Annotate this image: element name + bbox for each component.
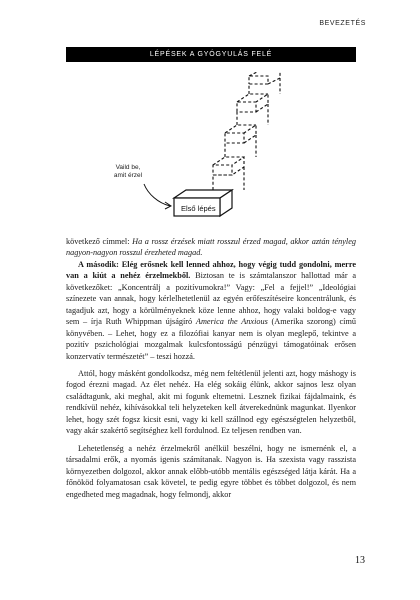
paragraph-3-text: Attól, hogy másként gondolkodsz, még nem feltétlenül jelenti azt, hogy máshogy is fogod érezni magad. Az élet nehéz. Ha elég sokáig élünk, akkor sajnos lesz olyan családtagunk, aki meghal, akit mi fogunk eltemetni. Lesznek fizikai fájdalmaink, és rendkívül nehéz, kihívásokkal teli helyzeteken kell átverekednünk magunkat. Ilyenkor lehet, hogy szét fogsz kicsit esni, vagy ki kell szállnod egy egészségtelen helyzetből, vagy akár szakértő segítséghez kell fordulnod. Ez teljesen rendben van. [66,368,356,436]
paragraph-2 [66,259,356,362]
side-label-line-2: amit érzel [113,172,143,179]
banner-title: LÉPÉSEK A GYÓGYULÁS FELÉ [149,51,273,58]
paragraph-2-italic: America the Anxious [195,317,268,327]
side-label [106,164,150,180]
body-text [66,236,356,500]
running-head: BEVEZETÉS [319,20,366,27]
side-label-line-1: Vaild be, [115,164,141,171]
paragraph-1-text: következő címmel: [66,237,133,246]
dashed-staircase [213,72,280,190]
paragraph-2-text: Biztosan te is számtalanszor hallottad már a következőket: „Koncentrálj a pozitívumokra!” Vagy: „Fel a fejjel!” „Ideológiai színezete van annak, hogy kérlelhetetlenül az egyén erőfeszítéseire koncentrálunk, és tagadjuk azt, hogy a körülményeknek köze lenne ahhoz, hogy valaki boldog-e vagy sem – írja Ruth Whippman újságíró [66,271,356,327]
paragraph-1 [66,236,356,259]
arrow-icon [144,184,171,209]
paragraph-1-italic: Ha a rossz érzések miatt rosszul érzed magad, akkor aztán tényleg nagyon-nagyon rosszul érezheted magad. [66,237,356,258]
first-step-label: Első lépés [181,204,216,213]
paragraph-2-lead: A második: Elég erősnek kell lenned ahhoz, hogy végig tudd gondolni, merre van a kiút a nehéz érzelmekből. [66,259,356,281]
page-number: 13 [355,555,365,566]
steps-illustration [66,72,356,232]
paragraph-4 [66,443,356,500]
paragraph-2-tail: (Amerika szorong) című könyvében. – Lehet, hogy ez a filozófiai kanyar nem is olyan meglepő, tekintve a pozitív pszichológiai mozgalmak kulcsfontosságú pénzügyi támogatóinak erősen konzervatív természetét” – teszi hozzá. [66,317,356,361]
section-banner [66,47,356,62]
paragraph-4-text: Lehetetlenség a nehéz érzelmekről anélkül beszélni, hogy ne ismernénk el, a társadalmi erők, a nyomás igenis számítanak. Nagyon is. Ha szexista vagy rasszista környezetben dolgozol, akkor annak előbb-utóbb mentális egészséged látja kárát. Ha a főnököd folyamatosan csak követel, te pedig egyre többet és többet dolgozol, és nem engedheted meg magadnak, hogy felmondj, akkor [66,443,356,499]
paragraph-3 [66,368,356,437]
